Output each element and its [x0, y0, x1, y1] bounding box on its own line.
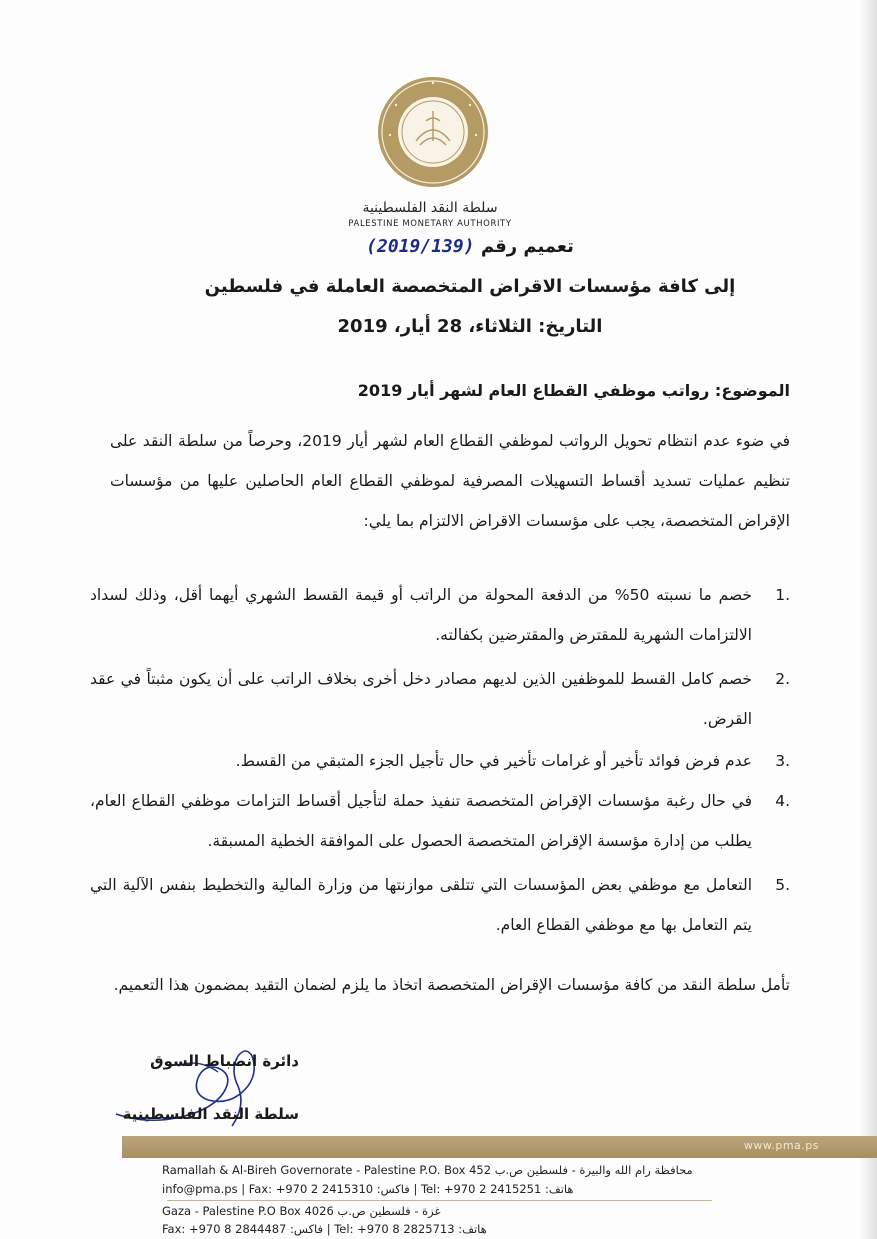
list-item-text: خصم ما نسبته 50% من الدفعة المحولة من الراتب أو قيمة القسط الشهري أيهما أقل، وذلك لسداد الالتزامات الشهرية للمقترض والمقترضين بكفالته. — [90, 586, 752, 644]
list-item-text: عدم فرض فوائد تأخير أو غرامات تأخير في حال تأجيل الجزء المتبقي من القسط. — [235, 752, 752, 770]
authority-name: سلطة النقد الفلسطينية — [122, 1105, 299, 1123]
list-item-text: في حال رغبة مؤسسات الإقراض المتخصصة تنفيذ حملة لتأجيل أقساط التزامات موظفي القطاع العام، يطلب من إدارة مؤسسة الإقراض المتخصصة الحصول على الموافقة الخطية المسبقة. — [90, 792, 752, 850]
list-item-text: التعامل مع موظفي بعض المؤسسات التي تتلقى موازنتها من وزارة المالية والتخطيط بنفس الآلية التي يتم التعامل بها مع موظفي القطاع العام. — [90, 876, 752, 934]
list-item — [90, 575, 790, 655]
footer-address-gaza: Gaza - Palestine P.O Box 4026 غزة - فلسطين ص.ب — [162, 1204, 441, 1218]
org-name-arabic: سلطة النقد الفلسطينية — [362, 200, 498, 216]
list-item-number: 1. — [775, 586, 790, 604]
requirements-list — [90, 575, 790, 945]
scan-edge-shadow — [859, 0, 877, 1239]
circular-prefix: تعميم رقم — [480, 236, 574, 257]
intro-paragraph: في ضوء عدم انتظام تحويل الرواتب لموظفي القطاع العام لشهر أيار 2019، وحرصاً من سلطة النقد على تنظيم عمليات تسديد أقساط التسهيلات المصرفية لموظفي القطاع العام الحاصلين عليها من مؤسسات الإقراض المتخصصة، يجب على مؤسسات الاقراض الالتزام بما يلي: — [110, 432, 790, 530]
footer-divider — [167, 1200, 712, 1201]
footer-address-ramallah: Ramallah & Al-Bireh Governorate - Palestine P.O. Box 452 محافظة رام الله والبيرة - فلسطين ص.ب — [162, 1163, 693, 1177]
list-item-number: 5. — [775, 876, 790, 894]
pma-seal-logo — [376, 75, 490, 189]
circular-title — [150, 236, 790, 257]
list-item-number: 2. — [775, 670, 790, 688]
date-line: التاريخ: الثلاثاء، 28 أيار، 2019 — [337, 316, 603, 337]
department-name: دائرة انضباط السوق — [150, 1052, 299, 1070]
list-item — [90, 865, 790, 945]
circular-number: (2019/139) — [366, 236, 475, 257]
footer-contact-gaza: Fax: +970 8 2844487 :فاكس | Tel: +970 8 2825713 :هاتف — [162, 1222, 487, 1236]
footer-contact-ramallah: info@pma.ps | Fax: +970 2 2415310 :فاكس | Tel: +970 2 2415251 :هاتف — [162, 1182, 574, 1196]
list-item — [90, 659, 790, 739]
closing-paragraph: تأمل سلطة النقد من كافة مؤسسات الإقراض المتخصصة اتخاذ ما يلزم لضمان التقيد بمضمون هذا التعميم. — [113, 976, 790, 994]
list-item — [90, 781, 790, 861]
list-item — [90, 741, 790, 781]
subject-line: الموضوع: رواتب موظفي القطاع العام لشهر أيار 2019 — [357, 381, 790, 400]
website-url: www.pma.ps — [743, 1139, 819, 1152]
list-item-text: خصم كامل القسط للموظفين الذين لديهم مصادر دخل أخرى بخلاف الراتب على أن يكون مثبتاً في عقد القرض. — [90, 670, 752, 728]
recipients-line: إلى كافة مؤسسات الاقراض المتخصصة العاملة في فلسطين — [204, 276, 736, 297]
list-item-number: 4. — [775, 792, 790, 810]
list-item-number: 3. — [775, 752, 790, 770]
org-name-english: PALESTINE MONETARY AUTHORITY — [348, 219, 512, 229]
